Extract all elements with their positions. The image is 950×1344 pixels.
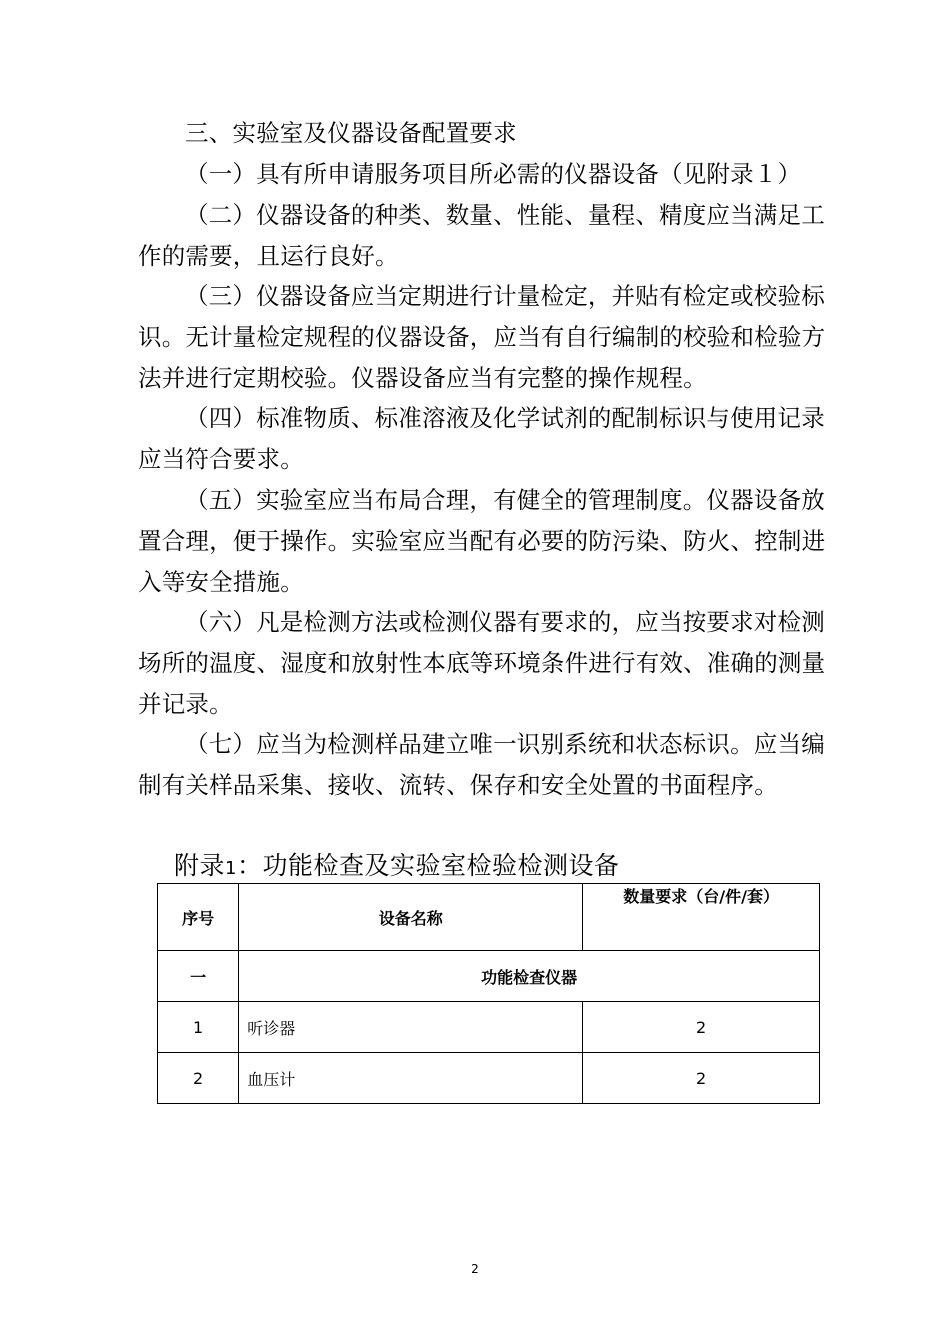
paragraph-1: （一）具有所申请服务项目所必需的仪器设备（见附录１） <box>185 160 802 188</box>
table-header-row <box>158 884 820 951</box>
paragraph-3: （三）仪器设备应当定期进行计量检定，并贴有检定或校验标识。无计量检定规程的仪器设备，应当有自行编制的校验和检验方法并进行定期校验。仪器设备应当有完整的操作规程。 <box>138 282 826 392</box>
section-heading: 三、实验室及仪器设备配置要求 <box>185 119 517 147</box>
appendix-title-number: 1 <box>225 858 237 879</box>
table-row <box>158 1002 820 1053</box>
header-index: 序号 <box>158 884 239 951</box>
row-quantity: 2 <box>583 1053 820 1104</box>
paragraph-7: （七）应当为检测样品建立唯一识别系统和状态标识。应当编制有关样品采集、接收、流转、保存和安全处置的书面程序。 <box>138 730 825 799</box>
appendix-title <box>174 848 619 887</box>
row-quantity: 2 <box>583 1002 820 1053</box>
paragraph-5: （五）实验室应当布局合理，有健全的管理制度。仪器设备放置合理，便于操作。实验室应当配有必要的防污染、防火、控制进入等安全措施。 <box>138 486 826 596</box>
paragraph-2: （二）仪器设备的种类、数量、性能、量程、精度应当满足工作的需要，且运行良好。 <box>138 201 825 270</box>
table-row <box>158 1053 820 1104</box>
paragraph-4: （四）标准物质、标准溶液及化学试剂的配制标识与使用记录应当符合要求。 <box>138 404 825 473</box>
page-number: 2 <box>471 1262 479 1276</box>
row-equipment-name: 听诊器 <box>239 1002 583 1053</box>
table-section-row <box>158 951 820 1002</box>
row-index: 2 <box>158 1053 239 1104</box>
header-quantity: 数量要求（台/件/套） <box>583 884 820 951</box>
header-equipment-name: 设备名称 <box>239 884 583 951</box>
row-index: 1 <box>158 1002 239 1053</box>
section-label: 功能检查仪器 <box>239 951 820 1002</box>
appendix-title-rest: ：功能检查及实验室检验检测设备 <box>236 851 620 880</box>
row-equipment-name: 血压计 <box>239 1053 583 1104</box>
section-index: 一 <box>158 951 239 1002</box>
appendix-title-prefix: 附录 <box>174 851 226 880</box>
equipment-table <box>157 883 820 1104</box>
paragraph-6: （六）凡是检测方法或检测仪器有要求的，应当按要求对检测场所的温度、湿度和放射性本底等环境条件进行有效、准确的测量并记录。 <box>138 608 826 718</box>
